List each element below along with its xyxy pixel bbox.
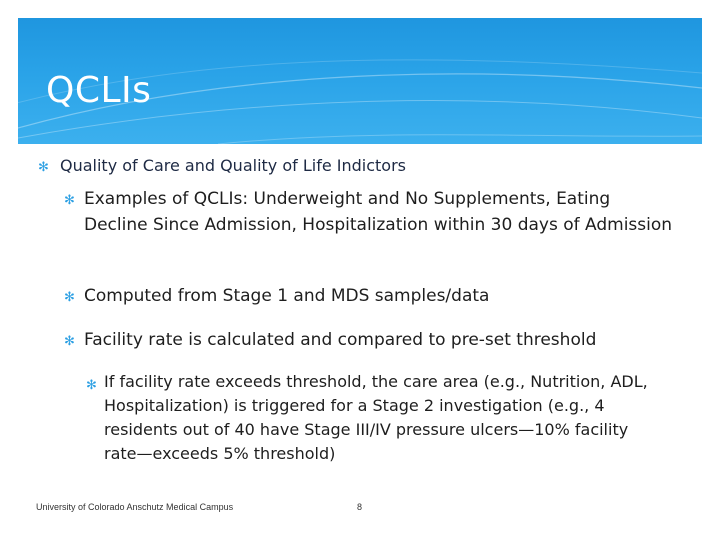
bullet-facility: Facility rate is calculated and compared to pre-set threshold xyxy=(84,330,597,350)
bullet-computed: Computed from Stage 1 and MDS samples/data xyxy=(84,286,490,306)
page-number: 8 xyxy=(357,502,363,512)
asterisk-bullet-icon: ✻ xyxy=(64,193,75,208)
asterisk-bullet-icon: ✻ xyxy=(86,378,97,393)
asterisk-bullet-icon: ✻ xyxy=(64,290,75,305)
bullet-trigger: If facility rate exceeds threshold, the care area (e.g., Nutrition, ADL, Hospitalization) is triggered for a Stage 2 investigation (e.g., 4 residents out of 40 have Stage III/IV pressure ulcers—10% facility rate—exceeds 5% threshold) xyxy=(104,372,648,463)
bullet-level1: Quality of Care and Quality of Life Indictors xyxy=(60,156,407,175)
bullet-examples: Examples of QCLIs: Underweight and No Supplements, Eating Decline Since Admission, Hospitalization within 30 days of Admission xyxy=(84,189,673,235)
footer-institution: University of Colorado Anschutz Medical Campus xyxy=(36,502,234,512)
asterisk-bullet-icon: ✻ xyxy=(38,160,49,175)
title-banner xyxy=(18,18,702,144)
asterisk-bullet-icon: ✻ xyxy=(64,334,75,349)
slide-title: QCLIs xyxy=(46,70,152,111)
